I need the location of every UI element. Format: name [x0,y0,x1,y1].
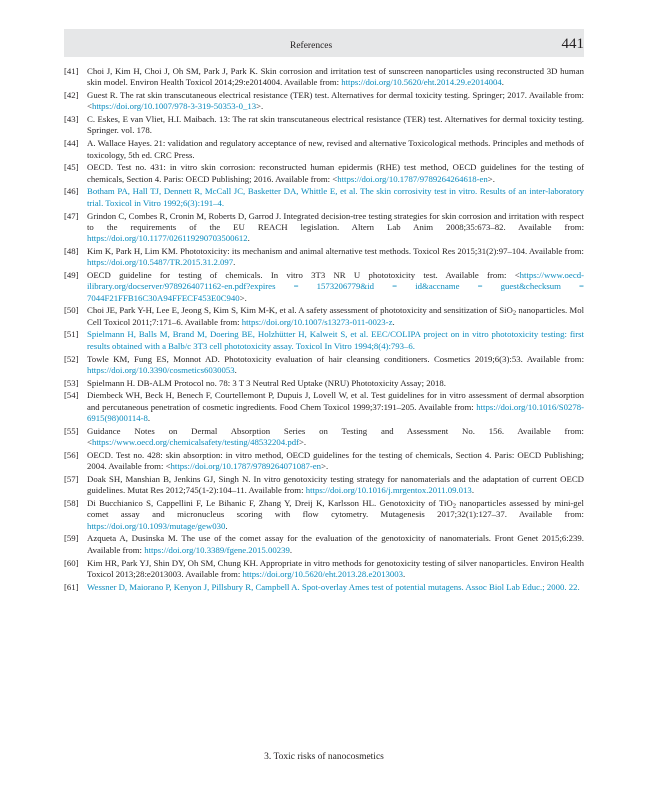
reference-number: [42] [64,90,79,101]
reference-text: Doak SH, Manshian B, Jenkins GJ, Singh N. In vitro genotoxicity testing strategy for nanomaterials and the adaptation of current OECD guidelines. Mutat Res 2012;745(1-2):104–11. Available from: https://doi.org/10.1016/j.mrgentox.2011.09.013. [87,474,584,496]
reference-text: Azqueta A, Dusinska M. The use of the comet assay for the evaluation of the genotoxicity of nanomaterials. Front Genet 2015;6:239. Available from: https://doi.org/10.3389/fgene.2015.00239. [87,533,584,555]
reference-link[interactable]: https://doi.org/10.1093/mutage/gew030 [87,520,226,531]
reference-item [64,582,584,593]
reference-text: OECD. Test no. 428: skin absorption: in vitro method, OECD guidelines for the testing of chemicals, Section 4. Paris: OECD Publishing; 2004. Available from: <https://doi.org/10.1787/9789264071087-en>. [87,449,584,472]
reference-number: [43] [64,114,79,125]
reference-text: OECD guideline for testing of chemicals. In vitro 3T3 NR U phototoxicity test. Available from: <https://www.oecd-ilibrary.org/docserver/9789264071162-en.pdf?expires = 1573206779&id = id&accname = guest&checksum = 7044F21FFB16C30A94FFECF453E0C940>. [87,270,584,303]
reference-link[interactable]: Botham PA, Hall TJ, Dennett R, McCall JC, Basketter DA, Whittle E, et al. The skin corrosivity test in vitro. Results of an inter-laboratory trial. Toxicol in Vitro 1992;6(3):191–4. [87,186,584,208]
reference-item [64,474,584,497]
reference-item [64,66,584,89]
reference-number: [41] [64,66,79,76]
reference-link[interactable]: Wessner D, Maiorano P, Kenyon J, Pillsbury R, Campbell A. Spot-overlay Ames test of potential mutagens. Assoc Biol Lab Educ.; 2000. 22. [87,581,580,592]
reference-number: [61] [64,581,79,592]
reference-item [64,533,584,556]
reference-item [64,498,584,532]
reference-link[interactable]: https://doi.org/10.1016/j.mrgentox.2011.09.013 [305,485,472,496]
reference-item [64,305,584,328]
reference-item [64,450,584,473]
reference-number: [45] [64,162,79,173]
reference-link[interactable]: https://doi.org/10.1787/9789264264618-en [337,173,488,184]
reference-item [64,162,584,185]
reference-number: [51] [64,329,79,340]
reference-link[interactable]: https://doi.org/10.1007/s13273-011-0023-z [241,316,393,327]
page-number: 441 [561,36,584,52]
reference-number: [54] [64,390,79,401]
reference-number: [44] [64,138,79,149]
reference-text: Spielmann H. DB-ALM Protocol no. 78: 3 T 3 Neutral Red Uptake (NRU) Phototoxicity Assay; 2018. [87,377,446,388]
reference-link[interactable]: https://doi.org/10.1016/S0278-6915(98)00114-8 [87,401,584,423]
reference-text: Guidance Notes on Dermal Absorption Series on Testing and Assessment No. 156. Available from: <https://www.oecd.org/chemicalsafety/testing/48532204.pdf>. [87,425,584,448]
reference-link[interactable]: https://www.oecd-ilibrary.org/docserver/9789264071162-en.pdf?expires = 1573206779&id = id&accname = guest&checksum = 7044F21FFB16C30A94FFECF453E0C940 [87,270,584,303]
reference-item [64,378,584,389]
reference-text: Kim K, Park H, Lim KM. Phototoxicity: its mechanism and animal alternative test methods. Toxicol Res 2015;31(2):97–104. Available from: https://doi.org/10.5487/TR.2015.31.2.097. [87,245,584,268]
reference-text: C. Eskes, E van Vliet, H.I. Maibach. 13: The rat skin transcutaneous electrical resistance (TER) test. Alternatives for dermal toxicity testing. Springer. vol. 178. [87,114,584,136]
reference-item [64,138,584,161]
reference-text: OECD. Test no. 431: in vitro skin corrosion: reconstructed human epidermis (RHE) test method, OECD guidelines for the testing of chemicals, Section 4. Paris: OECD Publishing; 2016. Available from: <https://doi.org/10.1787/9789264264618-en>. [87,162,584,184]
reference-number: [50] [64,305,79,316]
reference-item [64,354,584,377]
reference-text [87,329,584,350]
reference-number: [55] [64,425,79,436]
reference-item [64,114,584,137]
reference-link[interactable]: https://doi.org/10.3389/fgene.2015.00239 [144,544,290,555]
reference-link[interactable]: https://doi.org/10.5487/TR.2015.31.2.097 [87,257,234,268]
reference-number: [56] [64,449,79,460]
reference-text: A. Wallace Hayes. 21: validation and regulatory acceptance of new, revised and alternative Toxicological methods. Principles and methods of toxicology, 5th ed. CRC Press. [87,138,584,160]
reference-item [64,246,584,269]
reference-item [64,186,584,209]
reference-item [64,90,584,113]
reference-number: [60] [64,557,79,568]
reference-text: Choi J, Kim H, Choi J, Oh SM, Park J, Park K. Skin corrosion and irritation test of sunscreen nanoparticles using reconstructed 3D human skin model. Environ Health Toxicol 2014;29:e2014004. Available from: https://doi.org/10.5620/eht.2014.29.e2014004. [87,66,584,88]
reference-text: Choi JE, Park Y-H, Lee E, Jeong S, Kim S, Kim M-K, et al. A safety assessment of phototoxicity and sensitization of SiO$_2$ nanoparticles. Mol Cell Toxicol 2011;7:171–6. Available from: https://doi.org/10.1007/s13273-011-0023-z. [87,305,584,327]
reference-item [64,390,584,424]
reference-number: [52] [64,353,79,364]
reference-number: [47] [64,210,79,221]
reference-link[interactable]: Spielmann H, Balls M, Brand M, Doering BE, Holzhütter H, Kalweit S, et al. EEC/COLIPA project on in vitro phototoxicity testing: first results obtained with a Balb/c 3T3 cell phototoxicity assay. Toxicol In Vitro 1994;8(4):793–6. [87,329,584,351]
reference-link[interactable]: https://doi.org/10.5620/eht.2013.28.e2013003 [242,568,403,579]
reference-link[interactable]: https://doi.org/10.5620/eht.2014.29.e2014004 [341,77,502,88]
reference-text: Di Bucchianico S, Cappellini F, Le Bihanic F, Zhang Y, Dreij K, Karlsson HL. Genotoxicity of TiO$_2$ nanoparticles assessed by mini-gel comet assay and micronucleus scoring with flow cytometry. Mutagenesis 2017;32(1):127–37. Available from: https://doi.org/10.1093/mutage/gew030. [87,498,584,531]
running-head: References [290,41,333,51]
reference-number: [53] [64,377,79,388]
reference-link[interactable]: https://doi.org/10.1007/978-3-319-50353-0_13 [91,101,257,112]
reference-link[interactable]: https://doi.org/10.1787/9789264071087-en [170,461,322,472]
reference-text [87,582,580,592]
reference-list [64,66,584,594]
reference-link[interactable]: https://doi.org/10.3390/cosmetics6030053 [87,364,235,375]
reference-text: Diembeck WH, Beck H, Benech F, Courtellemont P, Dupuis J, Lovell W, et al. Test guidelines for in vitro assessment of dermal absorption and percutaneous penetration of cosmetic ingredients. Food Chem Toxicol 1999;37:191–205. Available from: https://doi.org/10.1016/S0278-6915(98)00114-8. [87,390,584,423]
reference-number: [59] [64,533,79,544]
reference-item [64,270,584,304]
reference-number: [48] [64,245,79,256]
reference-text: Grindon C, Combes R, Cronin M, Roberts D, Garrod J. Integrated decision-tree testing strategies for skin corrosion and irritation with respect to the requirements of the EU REACH legislation. Altern Lab Anim 2008;35:673–82. Available from: https://doi.org/10.1177/026119290703500612. [87,210,584,244]
reference-number: [58] [64,498,79,509]
reference-text: Towle KM, Fung ES, Monnot AD. Phototoxicity evaluation of hair cleansing conditioners. Cosmetics 2019;6(3):53. Available from: https://doi.org/10.3390/cosmetics6030053. [87,353,584,375]
reference-link[interactable]: https://www.oecd.org/chemicalsafety/testing/48532204.pdf [91,437,299,448]
reference-number: [46] [64,186,79,197]
reference-item [64,329,584,352]
reference-number: [57] [64,474,79,484]
footer-chapter-title: 3. Toxic risks of nanocosmetics [264,752,384,762]
reference-number: [49] [64,270,79,280]
reference-item [64,211,584,245]
reference-link[interactable]: https://doi.org/10.1177/026119290703500612 [87,233,248,244]
reference-text: Kim HR, Park YJ, Shin DY, Oh SM, Chung KH. Appropriate in vitro methods for genotoxicity testing of silver nanoparticles. Environ Health Toxicol 2013;28:e2013003. Available from: https://doi.org/10.5620/eht.2013.28.e2013003. [87,557,584,579]
reference-text: Guest R. The rat skin transcutaneous electrical resistance (TER) test. Alternatives for dermal toxicity testing. Springer; 2017. Available from: <https://doi.org/10.1007/978-3-319-50353-0_13>. [87,90,584,112]
reference-item [64,558,584,581]
reference-item [64,426,584,449]
reference-text [87,186,584,207]
